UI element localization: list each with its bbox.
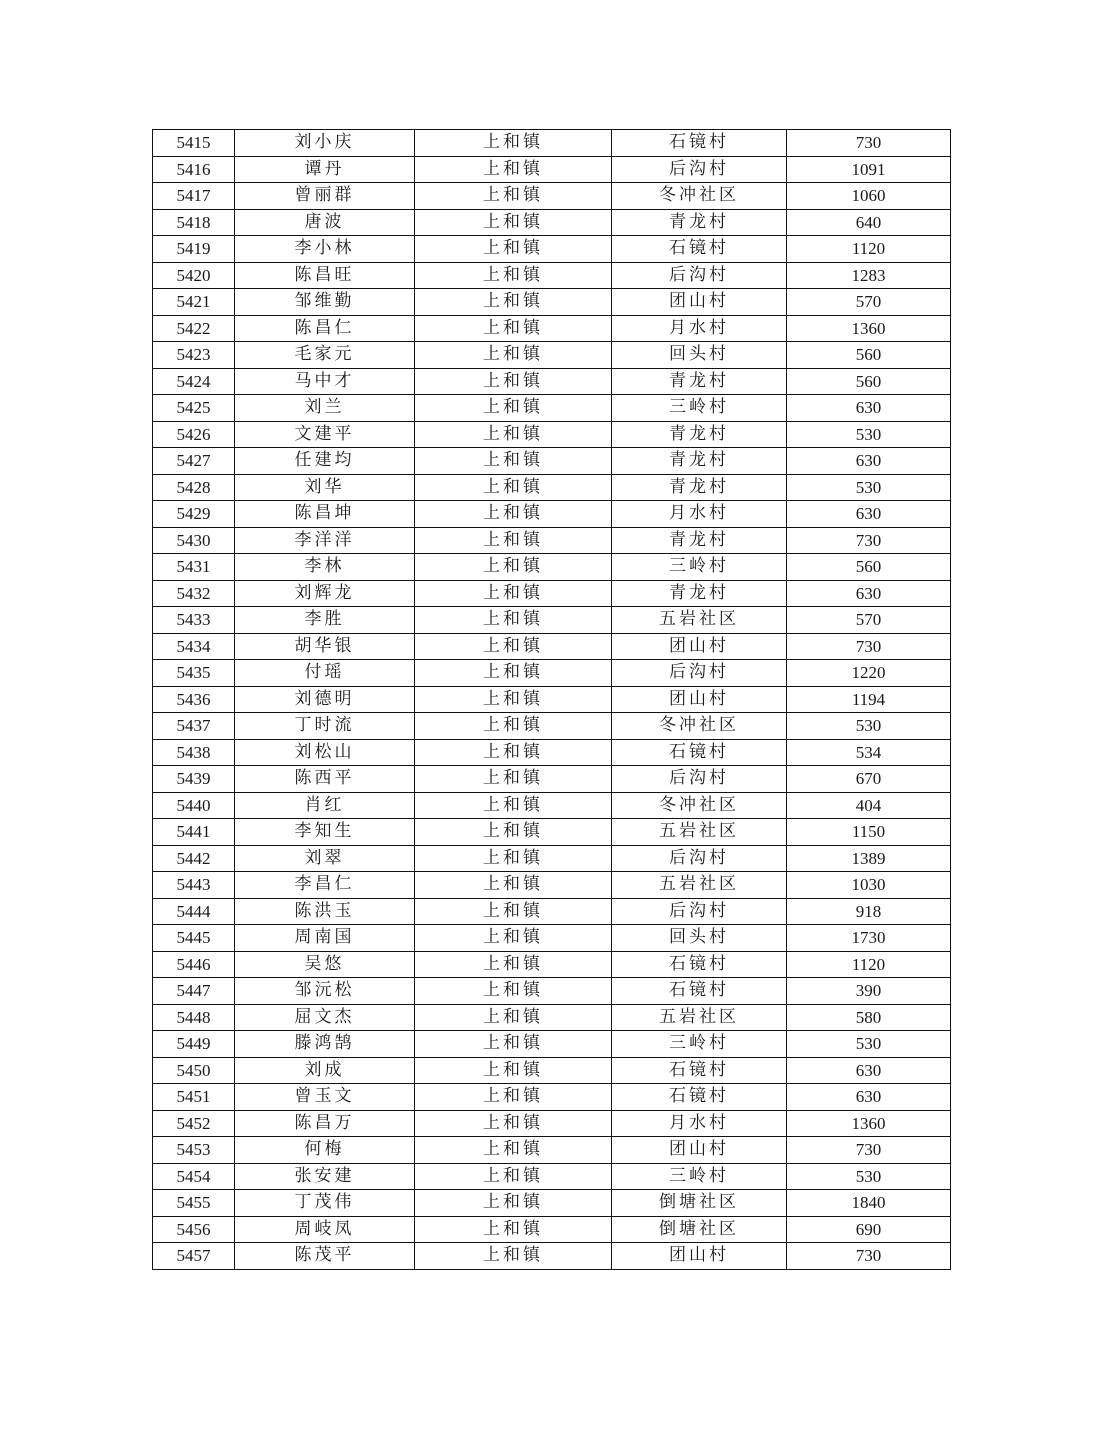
- town-cell: 上和镇: [415, 713, 612, 740]
- row-number-cell: 5417: [153, 183, 235, 210]
- name-cell: 曾丽群: [235, 183, 415, 210]
- name-cell: 陈昌旺: [235, 262, 415, 289]
- village-cell: 团山村: [612, 1243, 787, 1270]
- name-cell: 李昌仁: [235, 872, 415, 899]
- amount-cell: 630: [787, 395, 951, 422]
- row-number-cell: 5426: [153, 421, 235, 448]
- name-cell: 滕鸿鹄: [235, 1031, 415, 1058]
- amount-cell: 560: [787, 368, 951, 395]
- name-cell: 何梅: [235, 1137, 415, 1164]
- town-cell: 上和镇: [415, 1031, 612, 1058]
- town-cell: 上和镇: [415, 1057, 612, 1084]
- amount-cell: 630: [787, 580, 951, 607]
- amount-cell: 580: [787, 1004, 951, 1031]
- table-row: [153, 978, 951, 1005]
- row-number-cell: 5420: [153, 262, 235, 289]
- village-cell: 五岩社区: [612, 872, 787, 899]
- town-cell: 上和镇: [415, 872, 612, 899]
- village-cell: 青龙村: [612, 421, 787, 448]
- row-number-cell: 5430: [153, 527, 235, 554]
- row-number-cell: 5451: [153, 1084, 235, 1111]
- row-number-cell: 5424: [153, 368, 235, 395]
- amount-cell: 560: [787, 342, 951, 369]
- table-row: [153, 156, 951, 183]
- town-cell: 上和镇: [415, 951, 612, 978]
- table-row: [153, 209, 951, 236]
- name-cell: 曾玉文: [235, 1084, 415, 1111]
- village-cell: 月水村: [612, 315, 787, 342]
- village-cell: 团山村: [612, 289, 787, 316]
- amount-cell: 534: [787, 739, 951, 766]
- village-cell: 三岭村: [612, 554, 787, 581]
- name-cell: 李小林: [235, 236, 415, 263]
- village-cell: 石镜村: [612, 978, 787, 1005]
- table-row: [153, 315, 951, 342]
- village-cell: 青龙村: [612, 527, 787, 554]
- name-cell: 李林: [235, 554, 415, 581]
- town-cell: 上和镇: [415, 501, 612, 528]
- town-cell: 上和镇: [415, 580, 612, 607]
- table-row: [153, 501, 951, 528]
- town-cell: 上和镇: [415, 315, 612, 342]
- table-row: [153, 183, 951, 210]
- row-number-cell: 5453: [153, 1137, 235, 1164]
- town-cell: 上和镇: [415, 1190, 612, 1217]
- table-row: [153, 527, 951, 554]
- amount-cell: 530: [787, 421, 951, 448]
- row-number-cell: 5439: [153, 766, 235, 793]
- name-cell: 胡华银: [235, 633, 415, 660]
- village-cell: 三岭村: [612, 395, 787, 422]
- amount-cell: 570: [787, 607, 951, 634]
- table-row: [153, 766, 951, 793]
- name-cell: 谭丹: [235, 156, 415, 183]
- table-row: [153, 262, 951, 289]
- village-cell: 石镜村: [612, 951, 787, 978]
- name-cell: 刘华: [235, 474, 415, 501]
- town-cell: 上和镇: [415, 156, 612, 183]
- town-cell: 上和镇: [415, 289, 612, 316]
- table-row: [153, 1110, 951, 1137]
- table-row: [153, 898, 951, 925]
- amount-cell: 1840: [787, 1190, 951, 1217]
- name-cell: 肖红: [235, 792, 415, 819]
- village-cell: 青龙村: [612, 448, 787, 475]
- table-row: [153, 1084, 951, 1111]
- name-cell: 邹沅松: [235, 978, 415, 1005]
- village-cell: 石镜村: [612, 1057, 787, 1084]
- town-cell: 上和镇: [415, 845, 612, 872]
- name-cell: 付瑶: [235, 660, 415, 687]
- town-cell: 上和镇: [415, 607, 612, 634]
- row-number-cell: 5440: [153, 792, 235, 819]
- name-cell: 陈昌仁: [235, 315, 415, 342]
- town-cell: 上和镇: [415, 183, 612, 210]
- row-number-cell: 5415: [153, 130, 235, 157]
- village-cell: 倒塘社区: [612, 1216, 787, 1243]
- amount-cell: 1060: [787, 183, 951, 210]
- village-cell: 月水村: [612, 1110, 787, 1137]
- village-cell: 后沟村: [612, 660, 787, 687]
- row-number-cell: 5443: [153, 872, 235, 899]
- row-number-cell: 5457: [153, 1243, 235, 1270]
- table-row: [153, 1057, 951, 1084]
- village-cell: 五岩社区: [612, 1004, 787, 1031]
- row-number-cell: 5416: [153, 156, 235, 183]
- row-number-cell: 5435: [153, 660, 235, 687]
- amount-cell: 404: [787, 792, 951, 819]
- row-number-cell: 5447: [153, 978, 235, 1005]
- name-cell: 刘松山: [235, 739, 415, 766]
- amount-cell: 530: [787, 713, 951, 740]
- roster-table-body: [153, 130, 951, 1270]
- village-cell: 石镜村: [612, 739, 787, 766]
- name-cell: 陈洪玉: [235, 898, 415, 925]
- village-cell: 石镜村: [612, 236, 787, 263]
- amount-cell: 730: [787, 130, 951, 157]
- name-cell: 周岐凤: [235, 1216, 415, 1243]
- row-number-cell: 5441: [153, 819, 235, 846]
- row-number-cell: 5450: [153, 1057, 235, 1084]
- table-row: [153, 1004, 951, 1031]
- town-cell: 上和镇: [415, 527, 612, 554]
- amount-cell: 630: [787, 448, 951, 475]
- name-cell: 陈茂平: [235, 1243, 415, 1270]
- name-cell: 邹维勤: [235, 289, 415, 316]
- name-cell: 刘兰: [235, 395, 415, 422]
- row-number-cell: 5445: [153, 925, 235, 952]
- amount-cell: 630: [787, 501, 951, 528]
- name-cell: 刘辉龙: [235, 580, 415, 607]
- name-cell: 李洋洋: [235, 527, 415, 554]
- town-cell: 上和镇: [415, 686, 612, 713]
- row-number-cell: 5448: [153, 1004, 235, 1031]
- table-row: [153, 1216, 951, 1243]
- table-row: [153, 660, 951, 687]
- name-cell: 任建均: [235, 448, 415, 475]
- table-row: [153, 342, 951, 369]
- amount-cell: 918: [787, 898, 951, 925]
- amount-cell: 1030: [787, 872, 951, 899]
- town-cell: 上和镇: [415, 1163, 612, 1190]
- row-number-cell: 5456: [153, 1216, 235, 1243]
- amount-cell: 560: [787, 554, 951, 581]
- village-cell: 月水村: [612, 501, 787, 528]
- town-cell: 上和镇: [415, 421, 612, 448]
- name-cell: 张安建: [235, 1163, 415, 1190]
- amount-cell: 730: [787, 1243, 951, 1270]
- amount-cell: 730: [787, 527, 951, 554]
- town-cell: 上和镇: [415, 209, 612, 236]
- name-cell: 丁茂伟: [235, 1190, 415, 1217]
- village-cell: 冬冲社区: [612, 713, 787, 740]
- table-row: [153, 554, 951, 581]
- row-number-cell: 5429: [153, 501, 235, 528]
- amount-cell: 1194: [787, 686, 951, 713]
- amount-cell: 630: [787, 1084, 951, 1111]
- table-row: [153, 1031, 951, 1058]
- town-cell: 上和镇: [415, 1084, 612, 1111]
- village-cell: 冬冲社区: [612, 792, 787, 819]
- row-number-cell: 5437: [153, 713, 235, 740]
- village-cell: 团山村: [612, 633, 787, 660]
- amount-cell: 530: [787, 1163, 951, 1190]
- amount-cell: 1283: [787, 262, 951, 289]
- amount-cell: 730: [787, 1137, 951, 1164]
- table-row: [153, 951, 951, 978]
- amount-cell: 570: [787, 289, 951, 316]
- village-cell: 青龙村: [612, 209, 787, 236]
- table-row: [153, 474, 951, 501]
- village-cell: 回头村: [612, 925, 787, 952]
- table-row: [153, 872, 951, 899]
- name-cell: 李知生: [235, 819, 415, 846]
- row-number-cell: 5432: [153, 580, 235, 607]
- name-cell: 刘小庆: [235, 130, 415, 157]
- village-cell: 五岩社区: [612, 607, 787, 634]
- table-row: [153, 713, 951, 740]
- name-cell: 马中才: [235, 368, 415, 395]
- table-row: [153, 395, 951, 422]
- table-row: [153, 1137, 951, 1164]
- village-cell: 团山村: [612, 1137, 787, 1164]
- village-cell: 石镜村: [612, 130, 787, 157]
- row-number-cell: 5442: [153, 845, 235, 872]
- amount-cell: 1360: [787, 315, 951, 342]
- amount-cell: 730: [787, 633, 951, 660]
- row-number-cell: 5422: [153, 315, 235, 342]
- row-number-cell: 5446: [153, 951, 235, 978]
- row-number-cell: 5449: [153, 1031, 235, 1058]
- table-row: [153, 792, 951, 819]
- table-row: [153, 607, 951, 634]
- name-cell: 周南国: [235, 925, 415, 952]
- town-cell: 上和镇: [415, 1243, 612, 1270]
- table-row: [153, 686, 951, 713]
- town-cell: 上和镇: [415, 792, 612, 819]
- name-cell: 文建平: [235, 421, 415, 448]
- town-cell: 上和镇: [415, 766, 612, 793]
- village-cell: 后沟村: [612, 262, 787, 289]
- village-cell: 后沟村: [612, 156, 787, 183]
- amount-cell: 1220: [787, 660, 951, 687]
- amount-cell: 670: [787, 766, 951, 793]
- amount-cell: 630: [787, 1057, 951, 1084]
- row-number-cell: 5455: [153, 1190, 235, 1217]
- town-cell: 上和镇: [415, 660, 612, 687]
- village-cell: 青龙村: [612, 580, 787, 607]
- table-row: [153, 130, 951, 157]
- town-cell: 上和镇: [415, 262, 612, 289]
- amount-cell: 1120: [787, 951, 951, 978]
- row-number-cell: 5428: [153, 474, 235, 501]
- table-row: [153, 739, 951, 766]
- amount-cell: 530: [787, 474, 951, 501]
- village-cell: 后沟村: [612, 766, 787, 793]
- table-row: [153, 421, 951, 448]
- town-cell: 上和镇: [415, 633, 612, 660]
- row-number-cell: 5434: [153, 633, 235, 660]
- amount-cell: 1150: [787, 819, 951, 846]
- town-cell: 上和镇: [415, 1110, 612, 1137]
- table-row: [153, 1163, 951, 1190]
- name-cell: 唐波: [235, 209, 415, 236]
- row-number-cell: 5454: [153, 1163, 235, 1190]
- town-cell: 上和镇: [415, 474, 612, 501]
- table-row: [153, 1243, 951, 1270]
- village-cell: 倒塘社区: [612, 1190, 787, 1217]
- town-cell: 上和镇: [415, 130, 612, 157]
- name-cell: 毛家元: [235, 342, 415, 369]
- table-row: [153, 368, 951, 395]
- town-cell: 上和镇: [415, 1004, 612, 1031]
- table-row: [153, 580, 951, 607]
- town-cell: 上和镇: [415, 395, 612, 422]
- town-cell: 上和镇: [415, 819, 612, 846]
- village-cell: 回头村: [612, 342, 787, 369]
- amount-cell: 690: [787, 1216, 951, 1243]
- amount-cell: 530: [787, 1031, 951, 1058]
- amount-cell: 1360: [787, 1110, 951, 1137]
- row-number-cell: 5444: [153, 898, 235, 925]
- name-cell: 刘成: [235, 1057, 415, 1084]
- village-cell: 石镜村: [612, 1084, 787, 1111]
- table-row: [153, 448, 951, 475]
- table-row: [153, 925, 951, 952]
- village-cell: 团山村: [612, 686, 787, 713]
- town-cell: 上和镇: [415, 739, 612, 766]
- village-cell: 青龙村: [612, 368, 787, 395]
- name-cell: 李胜: [235, 607, 415, 634]
- roster-table: [152, 129, 951, 1270]
- table-row: [153, 236, 951, 263]
- row-number-cell: 5438: [153, 739, 235, 766]
- town-cell: 上和镇: [415, 978, 612, 1005]
- name-cell: 陈昌万: [235, 1110, 415, 1137]
- table-row: [153, 845, 951, 872]
- table-row: [153, 633, 951, 660]
- town-cell: 上和镇: [415, 236, 612, 263]
- row-number-cell: 5421: [153, 289, 235, 316]
- town-cell: 上和镇: [415, 368, 612, 395]
- village-cell: 青龙村: [612, 474, 787, 501]
- town-cell: 上和镇: [415, 1137, 612, 1164]
- town-cell: 上和镇: [415, 448, 612, 475]
- row-number-cell: 5419: [153, 236, 235, 263]
- amount-cell: 1730: [787, 925, 951, 952]
- town-cell: 上和镇: [415, 554, 612, 581]
- town-cell: 上和镇: [415, 1216, 612, 1243]
- row-number-cell: 5452: [153, 1110, 235, 1137]
- row-number-cell: 5427: [153, 448, 235, 475]
- village-cell: 三岭村: [612, 1031, 787, 1058]
- village-cell: 三岭村: [612, 1163, 787, 1190]
- village-cell: 五岩社区: [612, 819, 787, 846]
- town-cell: 上和镇: [415, 342, 612, 369]
- row-number-cell: 5436: [153, 686, 235, 713]
- amount-cell: 1120: [787, 236, 951, 263]
- amount-cell: 640: [787, 209, 951, 236]
- name-cell: 刘翠: [235, 845, 415, 872]
- table-row: [153, 1190, 951, 1217]
- amount-cell: 1091: [787, 156, 951, 183]
- name-cell: 陈西平: [235, 766, 415, 793]
- name-cell: 刘德明: [235, 686, 415, 713]
- row-number-cell: 5418: [153, 209, 235, 236]
- amount-cell: 1389: [787, 845, 951, 872]
- name-cell: 陈昌坤: [235, 501, 415, 528]
- name-cell: 丁时流: [235, 713, 415, 740]
- village-cell: 后沟村: [612, 898, 787, 925]
- name-cell: 屈文杰: [235, 1004, 415, 1031]
- row-number-cell: 5423: [153, 342, 235, 369]
- village-cell: 后沟村: [612, 845, 787, 872]
- name-cell: 吴悠: [235, 951, 415, 978]
- town-cell: 上和镇: [415, 925, 612, 952]
- amount-cell: 390: [787, 978, 951, 1005]
- table-row: [153, 819, 951, 846]
- town-cell: 上和镇: [415, 898, 612, 925]
- village-cell: 冬冲社区: [612, 183, 787, 210]
- row-number-cell: 5433: [153, 607, 235, 634]
- row-number-cell: 5431: [153, 554, 235, 581]
- row-number-cell: 5425: [153, 395, 235, 422]
- table-row: [153, 289, 951, 316]
